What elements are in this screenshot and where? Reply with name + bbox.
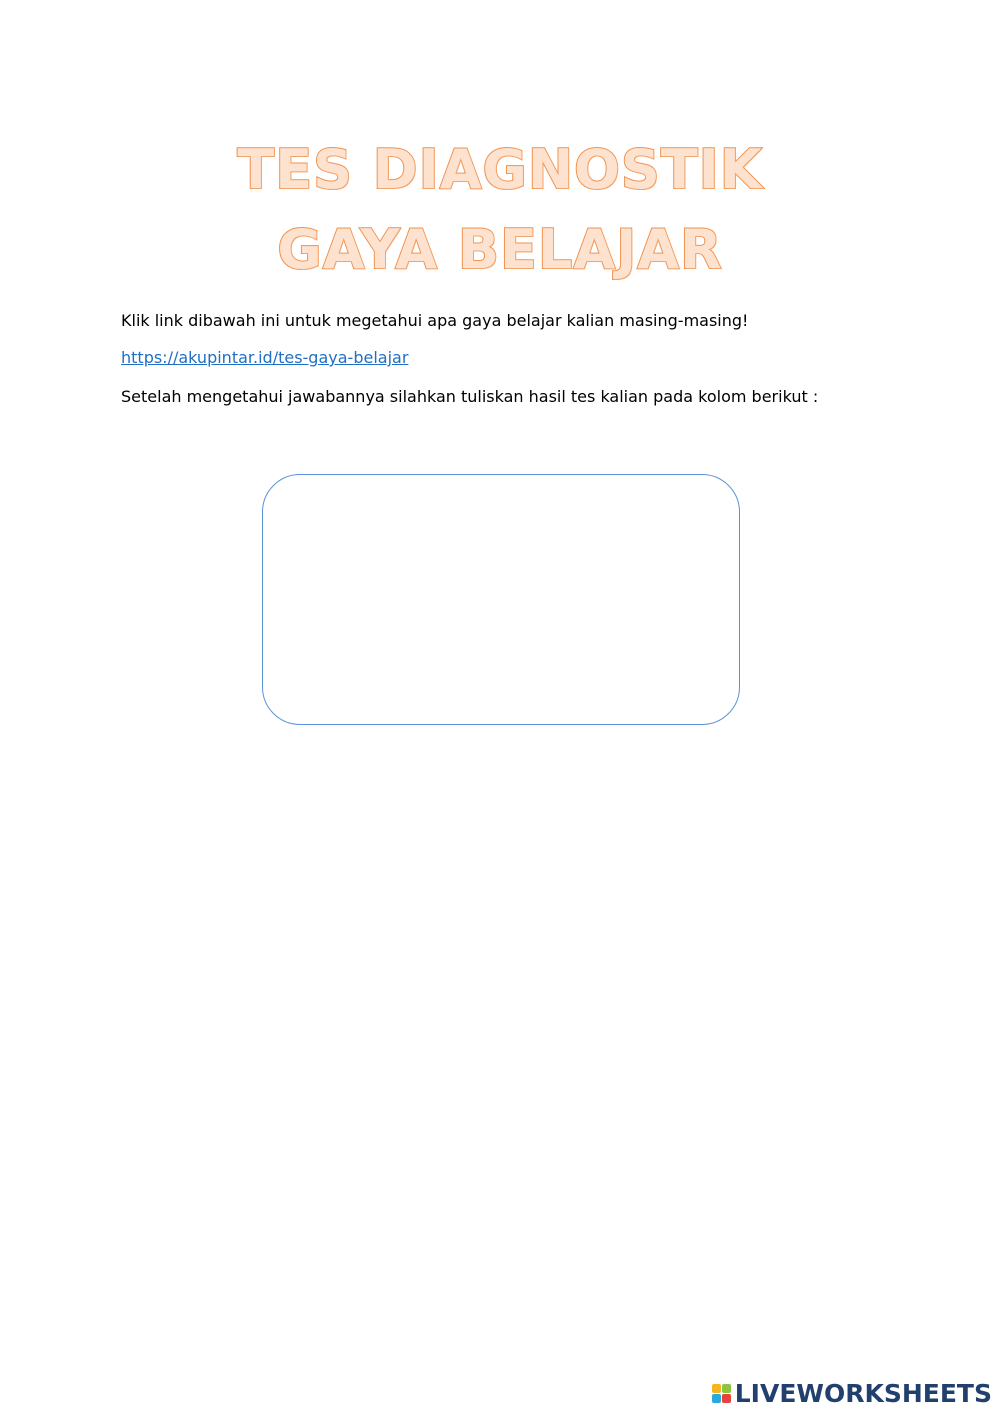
logo-square-1 — [712, 1384, 721, 1393]
liveworksheets-logo — [712, 1379, 992, 1407]
page-title-line-2: GAYA BELAJAR — [277, 218, 723, 281]
liveworksheets-logo-icon — [712, 1384, 731, 1403]
followup-text: Setelah mengetahui jawabannya silahkan tuliskan hasil tes kalian pada kolom berikut : — [121, 387, 819, 406]
liveworksheets-brand-text: LIVEWORKSHEETS — [734, 1378, 992, 1408]
page-title-line-1: TES DIAGNOSTIK — [237, 138, 763, 201]
instruction-text: Klik link dibawah ini untuk megetahui apa gaya belajar kalian masing-masing! — [121, 311, 749, 330]
logo-square-2 — [722, 1384, 731, 1393]
answer-input-box[interactable] — [262, 474, 740, 725]
logo-square-4 — [722, 1394, 731, 1403]
test-link[interactable]: https://akupintar.id/tes-gaya-belajar — [121, 348, 409, 367]
logo-square-3 — [712, 1394, 721, 1403]
